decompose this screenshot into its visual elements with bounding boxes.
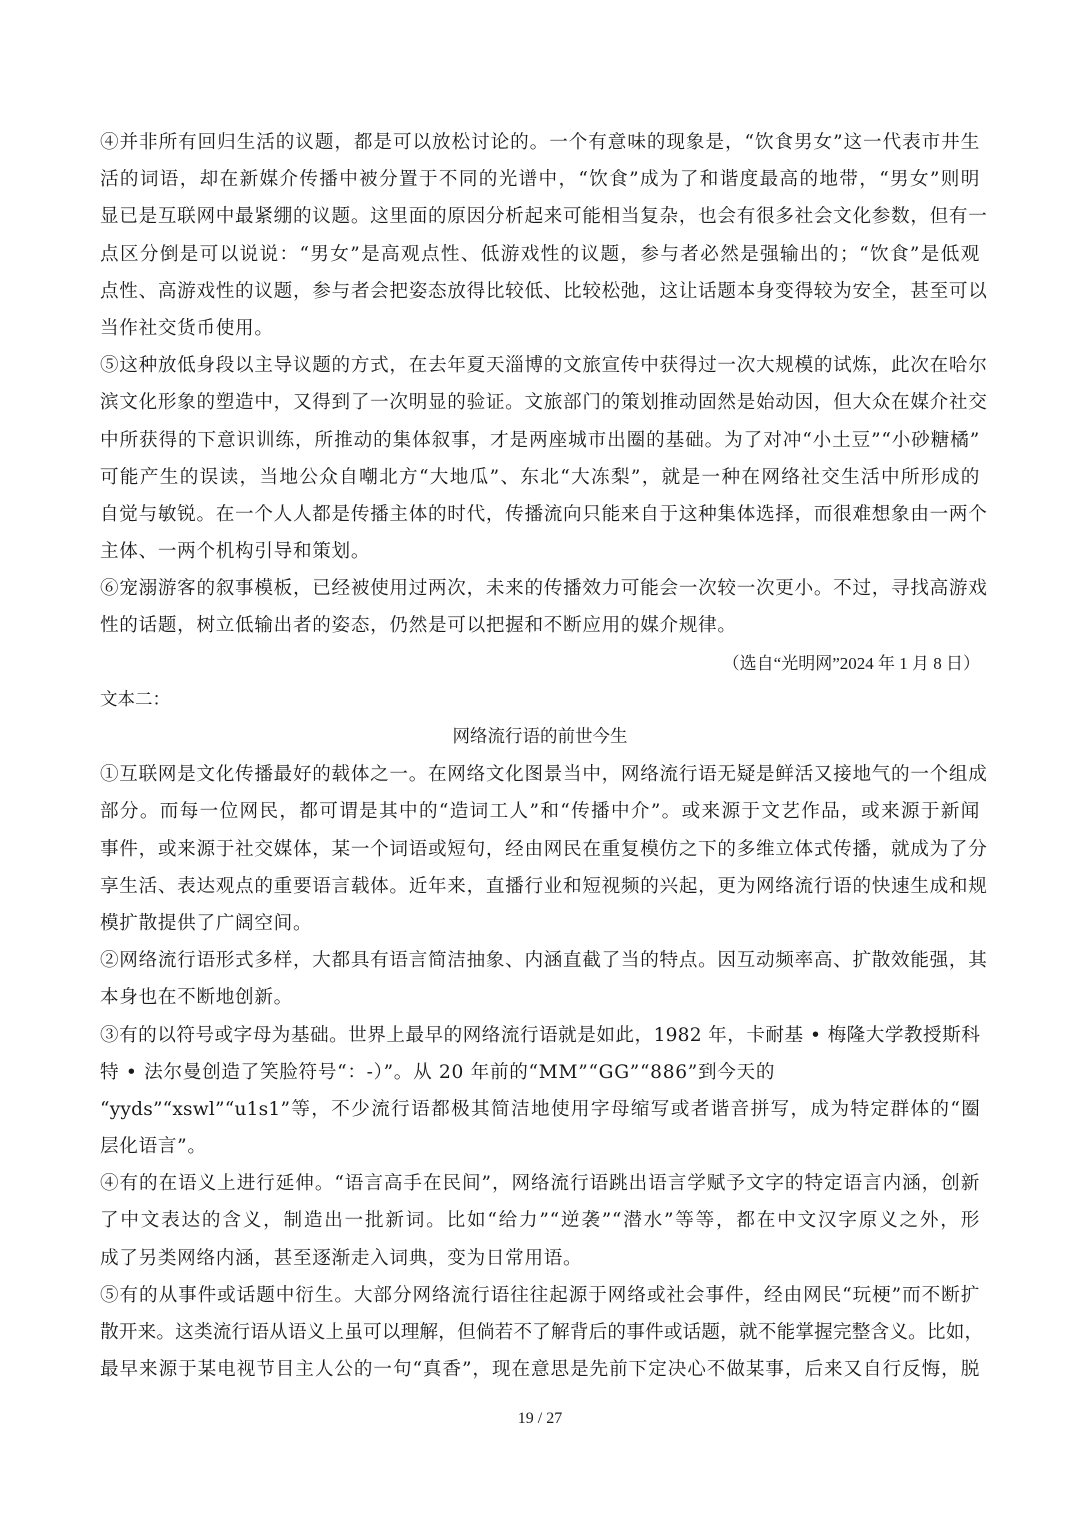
text2-line: 最早来源于某电视节目主人公的一句“真香”，现在意思是先前下定决心不做某事，后来又自行反悔，脱 xyxy=(100,1359,980,1381)
text2-line: 了中文表达的含义，制造出一批新词。比如“给力”“逆袭”“潜水”等等，都在中文汉字原义之外，形 xyxy=(100,1210,980,1232)
text1-line: ⑥宠溺游客的叙事模板，已经被使用过两次，未来的传播效力可能会一次较一次更小。不过，寻找高游戏 xyxy=(100,578,988,600)
text1-line: 性的话题，树立低输出者的姿态，仍然是可以把握和不断应用的媒介规律。 xyxy=(100,615,737,637)
text2-line: 享生活、表达观点的重要语言载体。近年来，直播行业和短视频的兴起，更为网络流行语的快速生成和规 xyxy=(100,875,988,897)
text2-line: ⑤有的从事件或话题中衍生。大部分网络流行语往往起源于网络或社会事件，经由网民“玩梗”而不断扩 xyxy=(100,1284,980,1306)
text1-line: 可能产生的误读，当地公众自嘲北方“大地瓜”、东北“大冻梨”，就是一种在网络社交生活中所形成的 xyxy=(100,466,980,488)
text2-line: 层化语言”。 xyxy=(100,1136,207,1158)
text2-line: ②网络流行语形式多样，大都具有语言简洁抽象、内涵直截了当的特点。因互动频率高、扩散效能强，其 xyxy=(100,950,988,972)
text2-line: 特 • 法尔曼创造了笑脸符号“：-）”。从 20 年前的“MM”“GG”“886”到今天的 xyxy=(100,1061,776,1083)
text1-line: 显已是互联网中最紧绷的议题。这里面的原因分析起来可能相当复杂，也会有很多社会文化参数，但有一 xyxy=(100,206,988,228)
text1-line: 点性、高游戏性的议题，参与者会把姿态放得比较低、比较松弛，这让话题本身变得较为安全，甚至可以 xyxy=(100,280,988,302)
text2-line: 模扩散提供了广阔空间。 xyxy=(100,912,313,934)
text2-line: 部分。而每一位网民，都可谓是其中的“造词工人”和“传播中介”。或来源于文艺作品，或来源于新闻 xyxy=(100,801,980,823)
text1-line: 主体、一两个机构引导和策划。 xyxy=(100,541,371,563)
text2-line: 本身也在不断地创新。 xyxy=(100,987,293,1009)
text1-line: ④并非所有回归生活的议题，都是可以放松讨论的。一个有意味的现象是，“饮食男女”这一代表市井生 xyxy=(100,132,980,153)
text2-line: ①互联网是文化传播最好的载体之一。在网络文化图景当中，网络流行语无疑是鲜活又接地气的一个组成 xyxy=(100,764,988,786)
text1-line: 当作社交货币使用。 xyxy=(100,317,274,339)
text1-line: 自觉与敏锐。在一个人人都是传播主体的时代，传播流向只能来自于这种集体选择，而很难想象由一两个 xyxy=(100,503,988,525)
page-number: 19 / 27 xyxy=(517,1410,563,1427)
text2-title: 网络流行语的前世今生 xyxy=(452,727,628,747)
text2-line: ③有的以符号或字母为基础。世界上最早的网络流行语就是如此，1982 年，卡耐基 • 梅隆大学教授斯科 xyxy=(100,1024,980,1046)
text1-source: （选自“光明网”2024 年 1 月 8 日） xyxy=(722,653,980,673)
text1-line: 中所获得的下意识训练，所推动的集体叙事，才是两座城市出圈的基础。为了对冲“小土豆”“小砂糖橘” xyxy=(100,429,980,451)
text2-line: ④有的在语义上进行延伸。“语言高手在民间”，网络流行语跳出语言学赋予文字的特定语言内涵，创新 xyxy=(100,1173,980,1195)
text1-line: 滨文化形象的塑造中，又得到了一次明显的验证。文旅部门的策划推动固然是始动因，但大众在媒介社交 xyxy=(100,392,988,414)
text2-line: 散开来。这类流行语从语义上虽可以理解，但倘若不了解背后的事件或话题，就不能掌握完整含义。比如， xyxy=(100,1322,984,1343)
page-content xyxy=(100,124,988,1388)
text2-line: “yyds”“xswl”“u1s1”等，不少流行语都极其简洁地使用字母缩写或者谐音拼写，成为特定群体的“圈 xyxy=(100,1098,980,1120)
text2-line: 事件，或来源于社交媒体，某一个词语或短句，经由网民在重复模仿之下的多维立体式传播，就成为了分 xyxy=(100,838,988,860)
text1-line: 活的词语，却在新媒介传播中被分置于不同的光谱中，“饮食”成为了和谐度最高的地带，“男女”则明 xyxy=(100,169,980,191)
text1-line: ⑤这种放低身段以主导议题的方式，在去年夏天淄博的文旅宣传中获得过一次大规模的试炼，此次在哈尔 xyxy=(100,355,988,377)
text2-line: 成了另类网络内涵，甚至逐渐走入词典，变为日常用语。 xyxy=(100,1247,583,1269)
text1-line: 点区分倒是可以说说：“男女”是高观点性、低游戏性的议题，参与者必然是强输出的；“饮食”是低观 xyxy=(100,243,980,265)
text2-label: 文本二： xyxy=(100,689,170,710)
